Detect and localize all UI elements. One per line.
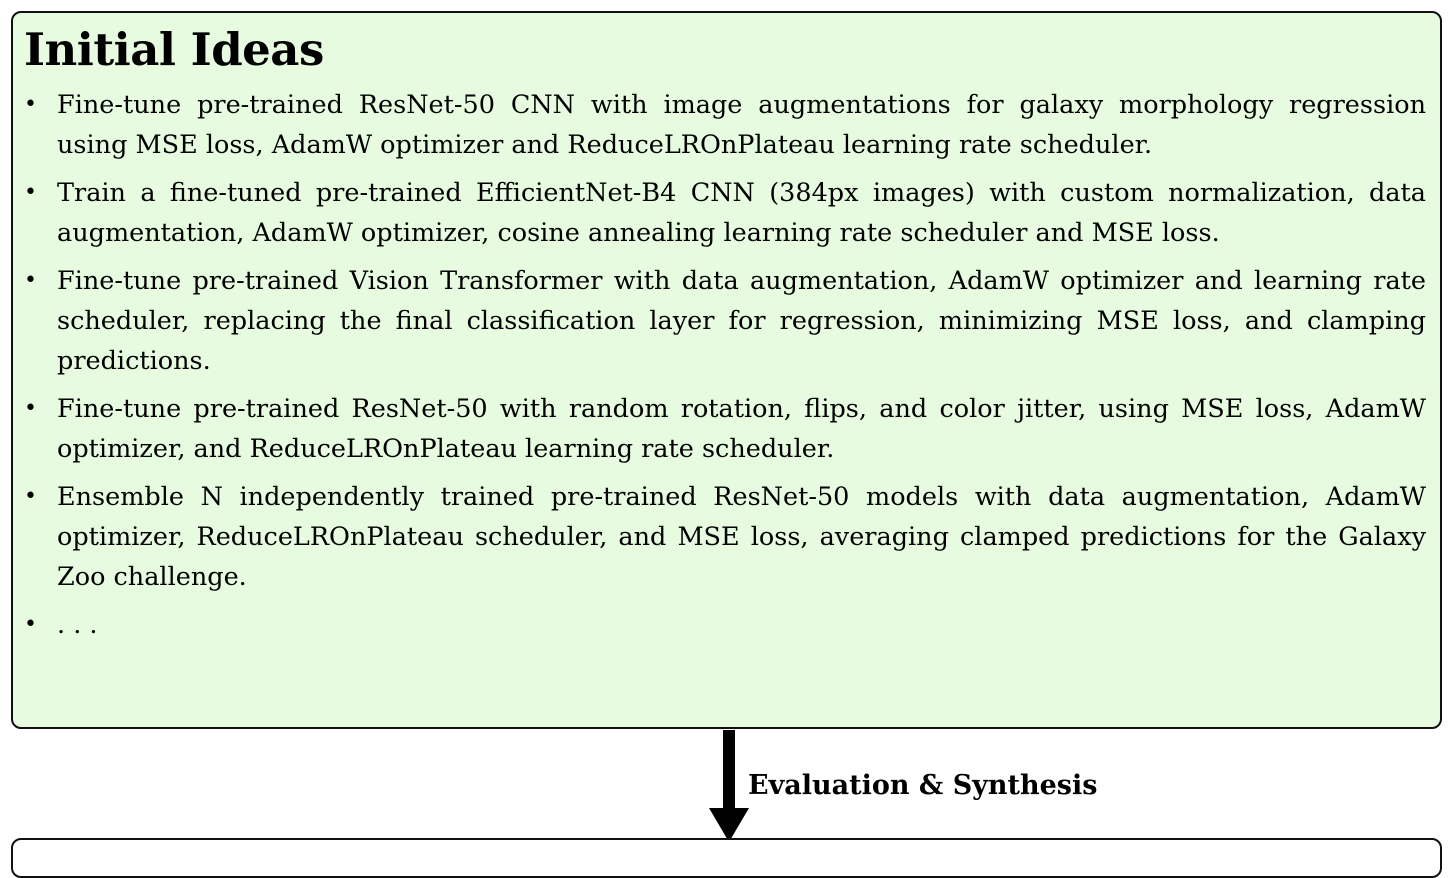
bullet-icon: • <box>24 484 37 509</box>
idea-text: Ensemble N independently trained pre-trained ResNet-50 models with data augmentation, AdamW optimizer, ReduceLROnPlateau scheduler, and MSE loss, averaging clamped predictions for the Galaxy Zoo challenge. <box>57 482 1426 592</box>
bullet-icon: • <box>24 92 37 117</box>
list-item <box>24 605 1426 645</box>
idea-text: . . . <box>57 610 98 640</box>
list-item <box>24 477 1426 597</box>
bullet-icon: • <box>24 268 37 293</box>
bullet-icon: • <box>24 180 37 205</box>
bullet-icon: • <box>24 612 37 637</box>
idea-text: Train a fine-tuned pre-trained EfficientNet-B4 CNN (384px images) with custom normalization, data augmentation, AdamW optimizer, cosine annealing learning rate scheduler and MSE loss. <box>57 178 1426 248</box>
idea-text: Fine-tune pre-trained ResNet-50 CNN with image augmentations for galaxy morphology regression using MSE loss, AdamW optimizer and ReduceLROnPlateau learning rate scheduler. <box>57 90 1426 160</box>
idea-text: Fine-tune pre-trained Vision Transformer with data augmentation, AdamW optimizer and learning rate scheduler, replacing the final classification layer for regression, minimizing MSE loss, and clamping predictions. <box>57 266 1426 376</box>
bullet-icon: • <box>24 396 37 421</box>
box-title: Initial Ideas <box>24 23 324 76</box>
idea-list <box>24 85 1426 645</box>
idea-text: Fine-tune pre-trained ResNet-50 with random rotation, flips, and color jitter, using MSE loss, AdamW optimizer, and ReduceLROnPlateau learning rate scheduler. <box>57 394 1426 464</box>
down-arrow-shaft <box>723 730 735 816</box>
next-box-edge <box>11 838 1442 878</box>
initial-ideas-box <box>11 11 1442 729</box>
down-arrow-icon <box>709 808 749 842</box>
arrow-label: Evaluation & Synthesis <box>748 770 1098 801</box>
list-item <box>24 173 1426 253</box>
list-item <box>24 261 1426 381</box>
list-item <box>24 389 1426 469</box>
list-item <box>24 85 1426 165</box>
